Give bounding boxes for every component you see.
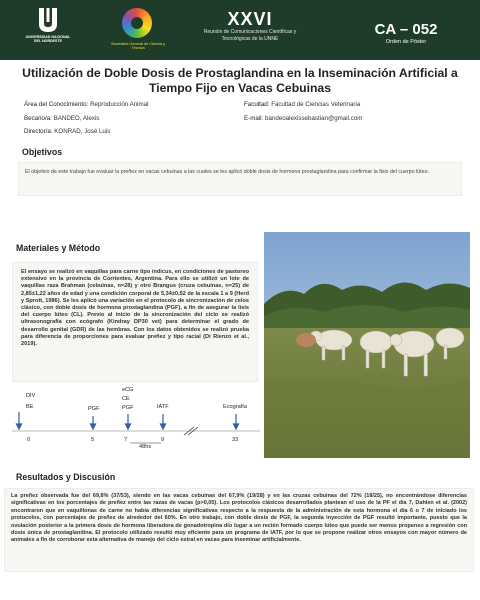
- objectives-text: El objetivo de este trabajo fue evaluar la preñez en vacas cebuinas a las cuales se les aplicó doble dosis de hormona prostaglandina para confirmar la fisis del cuerpo lúteo.: [18, 162, 462, 196]
- methods-heading: Materiales y Método: [16, 243, 101, 253]
- meta-email-label: E-mail:: [244, 114, 264, 122]
- timeline-day-7: 7: [124, 437, 128, 443]
- meta-fellow-label: Becario/a:: [24, 114, 52, 122]
- meta-right: [244, 101, 464, 128]
- unne-shield-icon: [30, 6, 66, 34]
- meta-faculty: [244, 101, 464, 109]
- meeting-name: Reunión de Comunicaciones Científicas y Tecnológicas de la UNNE: [203, 29, 297, 42]
- timeline-interval-48hs: 48hs: [139, 444, 152, 450]
- meta-faculty-label: Facultad:: [244, 101, 270, 108]
- timeline-label-ce: CE: [122, 396, 130, 402]
- timeline-label-pgf1: PGF: [88, 406, 100, 412]
- poster-code: CA – 052: [374, 21, 438, 38]
- protocol-timeline: [12, 386, 260, 452]
- objectives-heading: Objetivos: [22, 147, 63, 157]
- meta-director-value: KONRAD, José Luis: [54, 128, 111, 135]
- unne-logo: [25, 6, 71, 52]
- meta-director: [24, 128, 244, 136]
- meta-area: [24, 101, 244, 109]
- timeline-day-33: 33: [232, 437, 239, 443]
- results-heading: Resultados y Discusión: [16, 472, 116, 482]
- timeline-axis: [12, 386, 260, 452]
- meta-director-label: Director/a:: [24, 128, 53, 135]
- meta-email: [244, 115, 464, 123]
- cattle-field-image: [264, 232, 470, 458]
- meta-faculty-value: Facultad de Ciencias Veterinaria: [271, 101, 361, 108]
- meeting-number: XXVI: [227, 9, 273, 29]
- timeline-label-ecografia: Ecografía: [223, 404, 247, 410]
- timeline-label-ecg: eCG: [122, 387, 134, 393]
- unne-logo-text: UNIVERSIDAD NACIONAL DEL NORDESTE: [25, 35, 71, 44]
- timeline-label-be: BE: [26, 404, 34, 410]
- timeline-label-div: DIV: [26, 393, 36, 399]
- meta-area-label: Área del Conocimiento:: [24, 101, 89, 108]
- timeline-day-0: 0: [27, 437, 31, 443]
- meta-area-value: Reproducción Animal: [90, 101, 149, 108]
- timeline-label-pgf2: PGF: [122, 405, 134, 411]
- poster-title: Utilización de Doble Dosis de Prostaglandina en la Inseminación Artificial a Tiempo Fijo en Vacas Cebuinas: [22, 66, 458, 95]
- methods-text: El ensayo se realizó en vaquillas para carne tipo índicus, en condiciones de pastoreo extensivo en la provincia de Corrientes, Argentina. Para ello se utilizó un lote de vaquillas raza Brahman (cebuinas, n=28) y otro Brangus (cruza cebuinas, n=25) de 2,85±1,22 años de edad y una condición corporal de 5,34±0,52 de la escala 1 a 9 (Herd y Sprott, 1986). Se les aplicó una variación en el protocolo de sincronización de celos clásico, con doble dosis de hormona prostaglandina (PGF), a fin de asegurar la lisis del cuerpo lúteo (CL). Previo al inicio de la sincronización del ciclo se realizó ultrasonografía con ecógrafo (Kindray DP30 vet) para determinar el grado de desarrollo genital (GDR) de las hembras. Con los datos obtenidos se realizó prueba para diferencia de proporciones para evaluar preñez y tipo racial (Di Rienzo et al., 2019).: [12, 262, 258, 382]
- secretariat-sun-icon: [122, 8, 152, 38]
- secretariat-logo-text: Secretaría General de Ciencia y Técnica: [110, 42, 166, 51]
- meta-fellow-value: BANDEO, Alexis: [53, 114, 100, 122]
- poster-order-label: Orden de Póster: [385, 39, 427, 45]
- cattle-photo: [264, 232, 470, 458]
- meta-fellow: [24, 115, 244, 123]
- results-text: La preñez observada fue del 69,8% (37/53), siendo en las vacas cebuinas del 67,9% (19/28) y en las cruzas cebuinas del 72% (18/25), no encontrándose diferencias significativas en los porcentajes de preñez entre las razas de vacas (p>0,05). Los protocolos clásicos desarrollados plantean el uso de la PF el día 7, Dahlen et al. (2002) encontraron que en vaquillonas de carne no había diferencias significativas respecto a la respuesta de la administración de esta hormona el día 6 o 7 de iniciado los protocolos, con porcentajes de preñez de alrededor del 60%. En otro trabajo, con doble dosis de PGF, la segunda inyección de PGF resultó importante, puesto que la ovulación posterior a la primera dosis de hormona liberadora de gonadotropina dio lugar a un recién formado cuerpo lúteo que puede ser menos propenso a regresión con dosis única de prostaglandina. El protocolo utilizado resultó muy eficiente para un programa de IATF, por lo que se propone realizar otros ensayos con mayor número de animales a fin de corroborar esta alternativa de manejo del ciclo estral en vacas para inseminar artificialmente.: [4, 488, 474, 572]
- timeline-day-9: 9: [161, 437, 165, 443]
- poster-code-block: [350, 22, 462, 46]
- meeting-title: [190, 10, 310, 42]
- secretariat-logo: [108, 8, 168, 54]
- poster-header: [0, 0, 480, 60]
- timeline-label-iatf: IATF: [157, 404, 169, 410]
- meta-email-value: bandeoalexissebastian@gmail.com: [265, 114, 363, 122]
- timeline-day-5: 5: [91, 437, 95, 443]
- meta-left: [24, 101, 244, 142]
